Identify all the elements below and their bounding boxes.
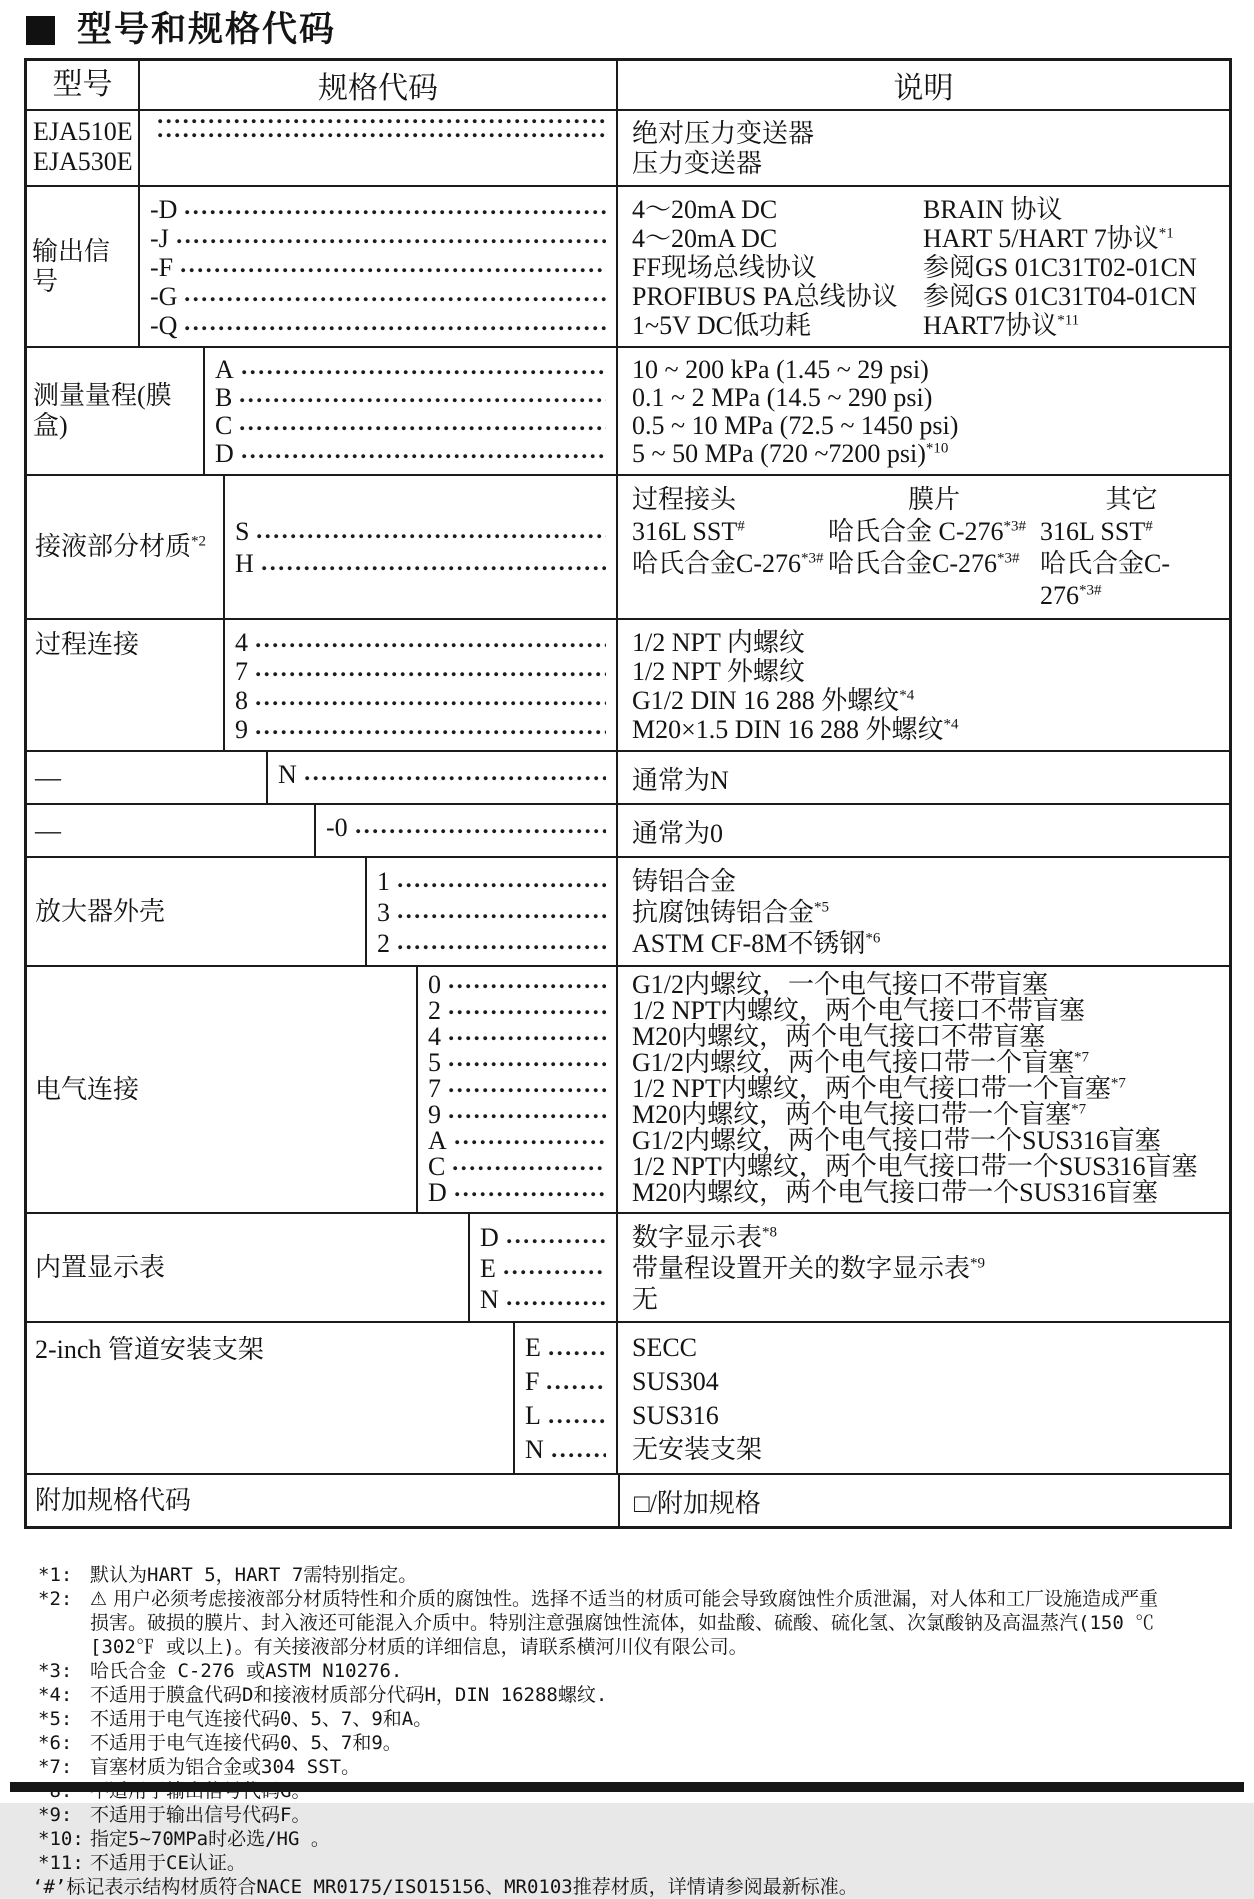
row-label-cell: 接液部分材质$^{*2}$ (27, 476, 225, 618)
row-label-cell: 附加规格代码 (35, 1485, 192, 1515)
footnote-item: *5: 不适用于电气连接代码0、5、7、9和A。 (38, 1708, 433, 1730)
description-line: G1/2内螺纹，两个电气接口带一个盲塞$^{*7}$ (632, 1048, 1090, 1077)
description-cell (618, 1214, 1229, 1321)
table-row-optional-suffix (27, 1473, 1229, 1526)
description-line: PROFIBUS PA总线协议 参阅GS 01C31T04-01CN (632, 282, 1197, 311)
description-line: M20×1.5 DIN 16 288 外螺纹$^{*4}$ (632, 715, 959, 744)
spec-code: 8 (235, 686, 248, 715)
dotted-leader (547, 1385, 606, 1390)
dotted-leader (398, 945, 606, 950)
header-model: 型号 (27, 61, 140, 109)
dotted-leader (549, 1419, 606, 1424)
dotted-leader (549, 1351, 606, 1356)
dotted-leader (242, 370, 606, 375)
spec-code: 5 (428, 1048, 441, 1077)
description-cell (618, 187, 1229, 346)
description-line: 绝对压力变送器 (632, 119, 815, 148)
row-label-cell: 放大器外壳 (27, 858, 367, 965)
spec-code-cell (268, 752, 618, 803)
description-line: 数字显示表$^{*8}$ (632, 1223, 778, 1252)
spec-code: B (215, 383, 233, 412)
spec-code-cell (140, 111, 618, 185)
dotted-leader (449, 1114, 606, 1119)
footnote-item: *10: 指定5~70MPa时必选/HG 。 (38, 1828, 330, 1850)
spec-code: A (215, 355, 234, 384)
dotted-leader (256, 701, 606, 706)
description-cell (618, 620, 1229, 750)
spec-code: L (525, 1401, 541, 1430)
dotted-leader (242, 454, 606, 459)
description-line: ASTM CF-8M不锈钢$^{*6}$ (632, 929, 881, 958)
dotted-leader (356, 829, 606, 834)
spec-code: F (525, 1367, 540, 1396)
dotted-leader (453, 1166, 606, 1171)
description-line: SECC (632, 1333, 698, 1362)
spec-code: 9 (235, 715, 248, 744)
dotted-leader (449, 1062, 606, 1067)
description-line: 1/2 NPT内螺纹，两个电气接口不带盲塞 (632, 996, 1085, 1025)
spec-code: S (235, 517, 250, 546)
description-line: SUS316 (632, 1401, 719, 1430)
footnote-item: *3: 哈氏合金 C-276 或ASTM N10276. (38, 1660, 403, 1682)
spec-code: -0 (326, 813, 348, 842)
description-line: SUS304 (632, 1367, 719, 1396)
table-row-measurement-span (27, 346, 1229, 474)
spec-code: 2 (377, 929, 390, 958)
spec-code-cell (225, 620, 618, 750)
description-line: 5 ~ 50 MPa (720 ~7200 psi)$^{*10}$ (632, 439, 949, 468)
row-label-cell: 电气连接 (27, 967, 418, 1212)
model-suffix-table (24, 58, 1232, 1529)
description-line: 通常为0 (632, 819, 724, 848)
dotted-leader (449, 984, 606, 989)
dotted-leader (185, 210, 606, 215)
row-label-cell: 输出信号 (27, 187, 140, 346)
spec-code-cell (140, 187, 618, 346)
page-bottom-rule (10, 1782, 1244, 1792)
table-row-model (27, 109, 1229, 185)
wetted-material-value-line: 哈氏合金$C-276^{*3\#}$ 哈氏合金$C-276^{*3\#}$ 哈氏合金$C-276^{*3\#}$ (632, 549, 1171, 610)
footnote-item: *4: 不适用于膜盒代码D和接液材质部分代码H，DIN 16288螺纹. (38, 1684, 608, 1706)
description-cell (618, 1475, 1229, 1526)
spec-code: N (278, 760, 297, 789)
description-line: 抗腐蚀铸铝合金$^{*5}$ (632, 898, 830, 927)
footnote-hash-note: ‘#’标记表示结构材质符合NACE MR0175/ISO15156、MR0103推荐材质，详情请参阅最新标准。 (32, 1876, 858, 1898)
description-line: 带量程设置开关的数字显示表$^{*9}$ (632, 1254, 986, 1283)
spec-code: -F (150, 253, 174, 282)
spec-code: D (215, 439, 234, 468)
description-line: 铸铝合金 (632, 867, 737, 896)
row-label-cell: 测量量程(膜盒) (27, 348, 205, 474)
spec-code: -G (150, 282, 178, 311)
model-name: EJA530E (33, 147, 133, 176)
spec-code-cell (316, 805, 618, 856)
description-line: 1/2 NPT 外螺纹 (632, 657, 805, 686)
warning-icon: ⚠ (90, 1588, 108, 1610)
description-line: G1/2内螺纹，一个电气接口不带盲塞 (632, 970, 1049, 999)
dotted-leader (262, 566, 606, 571)
description-cell (618, 1323, 1229, 1473)
dotted-leader (256, 730, 606, 735)
spec-code: -D (150, 195, 178, 224)
page-title: 型号和规格代码 (77, 10, 337, 49)
dotted-leader (449, 1036, 606, 1041)
dotted-leader (256, 672, 606, 677)
row-label-cell: 内置显示表 (27, 1214, 470, 1321)
spec-code-cell (225, 476, 618, 618)
dotted-leader (158, 133, 606, 138)
description-line: G1/2内螺纹，两个电气接口带一个SUS316盲塞 (632, 1126, 1161, 1155)
table-row-amplifier-housing (27, 856, 1229, 965)
table-row-electrical-connection (27, 965, 1229, 1212)
table-row-wetted-material (27, 474, 1229, 618)
dotted-leader (398, 914, 606, 919)
row-label-cell: 2-inch 管道安装支架 (27, 1323, 515, 1473)
spec-code: A (428, 1126, 447, 1155)
spec-code: 1 (377, 867, 390, 896)
row-label-cell: — (27, 805, 316, 856)
model-label-cell (27, 111, 140, 185)
description-line: 压力变送器 (632, 149, 763, 178)
dotted-leader (455, 1192, 606, 1197)
dotted-leader (507, 1239, 606, 1244)
footnote-item: *1: 默认为HART 5，HART 7需特别指定。 (38, 1564, 418, 1586)
description-line: FF现场总线协议 参阅GS 01C31T02-01CN (632, 253, 1197, 282)
description-line: M20内螺纹，两个电气接口带一个SUS316盲塞 (632, 1178, 1158, 1207)
spec-code: 9 (428, 1100, 441, 1129)
dotted-leader (449, 1010, 606, 1015)
dotted-leader (257, 534, 606, 539)
description-line: G1/2 DIN 16 288 外螺纹$^{*4}$ (632, 686, 915, 715)
description-cell (618, 752, 1229, 803)
spec-code: 0 (428, 970, 441, 999)
spec-code-cell (418, 967, 618, 1212)
description-line: 4～20mA DC HART 5/HART 7协议$^{*1}$ (632, 224, 1174, 253)
section-title-row (0, 0, 1254, 50)
dotted-leader (181, 268, 606, 273)
spec-code: E (525, 1333, 541, 1362)
description-line: M20内螺纹，两个电气接口不带盲塞 (632, 1022, 1046, 1051)
spec-code: 4 (428, 1022, 441, 1051)
table-row-integral-indicator (27, 1212, 1229, 1321)
spec-code: -J (150, 224, 169, 253)
description-line: M20内螺纹，两个电气接口带一个盲塞$^{*7}$ (632, 1100, 1087, 1129)
description-line: 1/2 NPT 内螺纹 (632, 628, 805, 657)
row-label-cell: 过程连接 (27, 620, 225, 750)
wetted-material-value-line: 316L SST# 哈氏合金 $C-276^{*3\#}$ 316L SST# (632, 517, 1153, 546)
table-row-mounting-bracket (27, 1321, 1229, 1473)
spec-code: 2 (428, 996, 441, 1025)
header-spec-code: 规格代码 (140, 61, 618, 109)
dotted-leader (449, 1088, 606, 1093)
description-line: 0.1 ~ 2 MPa (14.5 ~ 290 psi) (632, 383, 933, 412)
description-line: 1~5V DC低功耗 HART7协议$^{*11}$ (632, 311, 1080, 340)
footnote-item: *9: 不适用于输出信号代码F。 (38, 1804, 311, 1826)
spec-code-cell (515, 1323, 618, 1473)
dotted-leader (240, 398, 606, 403)
description-cell (618, 348, 1229, 474)
spec-code: 7 (428, 1074, 441, 1103)
description-line: 无 (632, 1285, 659, 1314)
dotted-leader (240, 426, 606, 431)
spec-code: E (480, 1254, 496, 1283)
dotted-leader (185, 326, 606, 331)
description-line: □/附加规格 (634, 1489, 761, 1518)
spec-code: 7 (235, 657, 248, 686)
dotted-leader (177, 239, 606, 244)
spec-code: -Q (150, 311, 178, 340)
spec-code: C (215, 411, 233, 440)
table-header-row (27, 61, 1229, 109)
spec-code-cell (367, 858, 618, 965)
spec-code: N (480, 1285, 499, 1314)
section-bullet-square (26, 16, 55, 45)
dotted-leader (305, 776, 606, 781)
spec-code-cell (470, 1214, 618, 1321)
description-line: 0.5 ~ 10 MPa (72.5 ~ 1450 psi) (632, 411, 959, 440)
description-cell (618, 858, 1229, 965)
footnote-continuation: [302℉ 或以上)。有关接液部分材质的详细信息，请联系横河川仪有限公司。 (90, 1636, 748, 1658)
dotted-leader (256, 643, 606, 648)
footnote-item: *11: 不适用于CE认证。 (38, 1852, 246, 1874)
wetted-material-header-line: 过程接头 膜片 其它 (632, 485, 1158, 514)
dotted-leader (504, 1270, 606, 1275)
spec-code: 3 (377, 898, 390, 927)
spec-code: 4 (235, 628, 248, 657)
description-line: 通常为N (632, 766, 729, 795)
footnote-continuation: 损害。破损的膜片、封入液还可能混入介质中。特别注意强腐蚀性流体，如盐酸、硫酸、硫化氢、次氯酸钠及高温蒸汽(150 ℃ (90, 1612, 1155, 1634)
footnote-item: *7: 盲塞材质为铝合金或304 SST。 (38, 1756, 361, 1778)
description-cell (618, 111, 1229, 185)
spec-code: N (525, 1435, 544, 1464)
table-row-process-connection (27, 618, 1229, 750)
description-line: 无安装支架 (632, 1435, 763, 1464)
description-cell (618, 967, 1229, 1212)
description-line: 1/2 NPT内螺纹，两个电气接口带一个盲塞$^{*7}$ (632, 1074, 1126, 1103)
footnote-item: *6: 不适用于电气连接代码0、5、7和9。 (38, 1732, 402, 1754)
dotted-leader (398, 883, 606, 888)
spec-code: D (480, 1223, 499, 1252)
footnotes (24, 1563, 1236, 1899)
description-line: 10 ~ 200 kPa (1.45 ~ 29 psi) (632, 355, 929, 384)
model-name: EJA510E (33, 117, 133, 146)
spec-code: H (235, 549, 254, 578)
dotted-leader (158, 119, 606, 124)
spec-code-cell (205, 348, 618, 474)
dotted-leader (552, 1453, 606, 1458)
table-row-style-code-0 (27, 803, 1229, 856)
dotted-leader (185, 297, 606, 302)
spec-code: C (428, 1152, 446, 1181)
table-row-output-signal (27, 185, 1229, 346)
header-description: 说明 (893, 72, 954, 105)
dotted-leader (507, 1301, 606, 1306)
description-cell (618, 476, 1229, 618)
table-row-style-code-n (27, 750, 1229, 803)
description-line: 1/2 NPT内螺纹，两个电气接口带一个SUS316盲塞 (632, 1152, 1198, 1181)
row-label-cell: — (27, 752, 268, 803)
footnote-item: *2: ⚠ 用户必须考虑接液部分材质特性和介质的腐蚀性。选择不适当的材质可能会导致腐蚀性介质泄漏，对人体和工厂设施造成严重 (38, 1588, 1159, 1610)
dotted-leader (455, 1140, 606, 1145)
spec-code: D (428, 1178, 447, 1207)
description-cell (618, 805, 1229, 856)
description-line: 4～20mA DC BRAIN 协议 (632, 195, 1063, 224)
